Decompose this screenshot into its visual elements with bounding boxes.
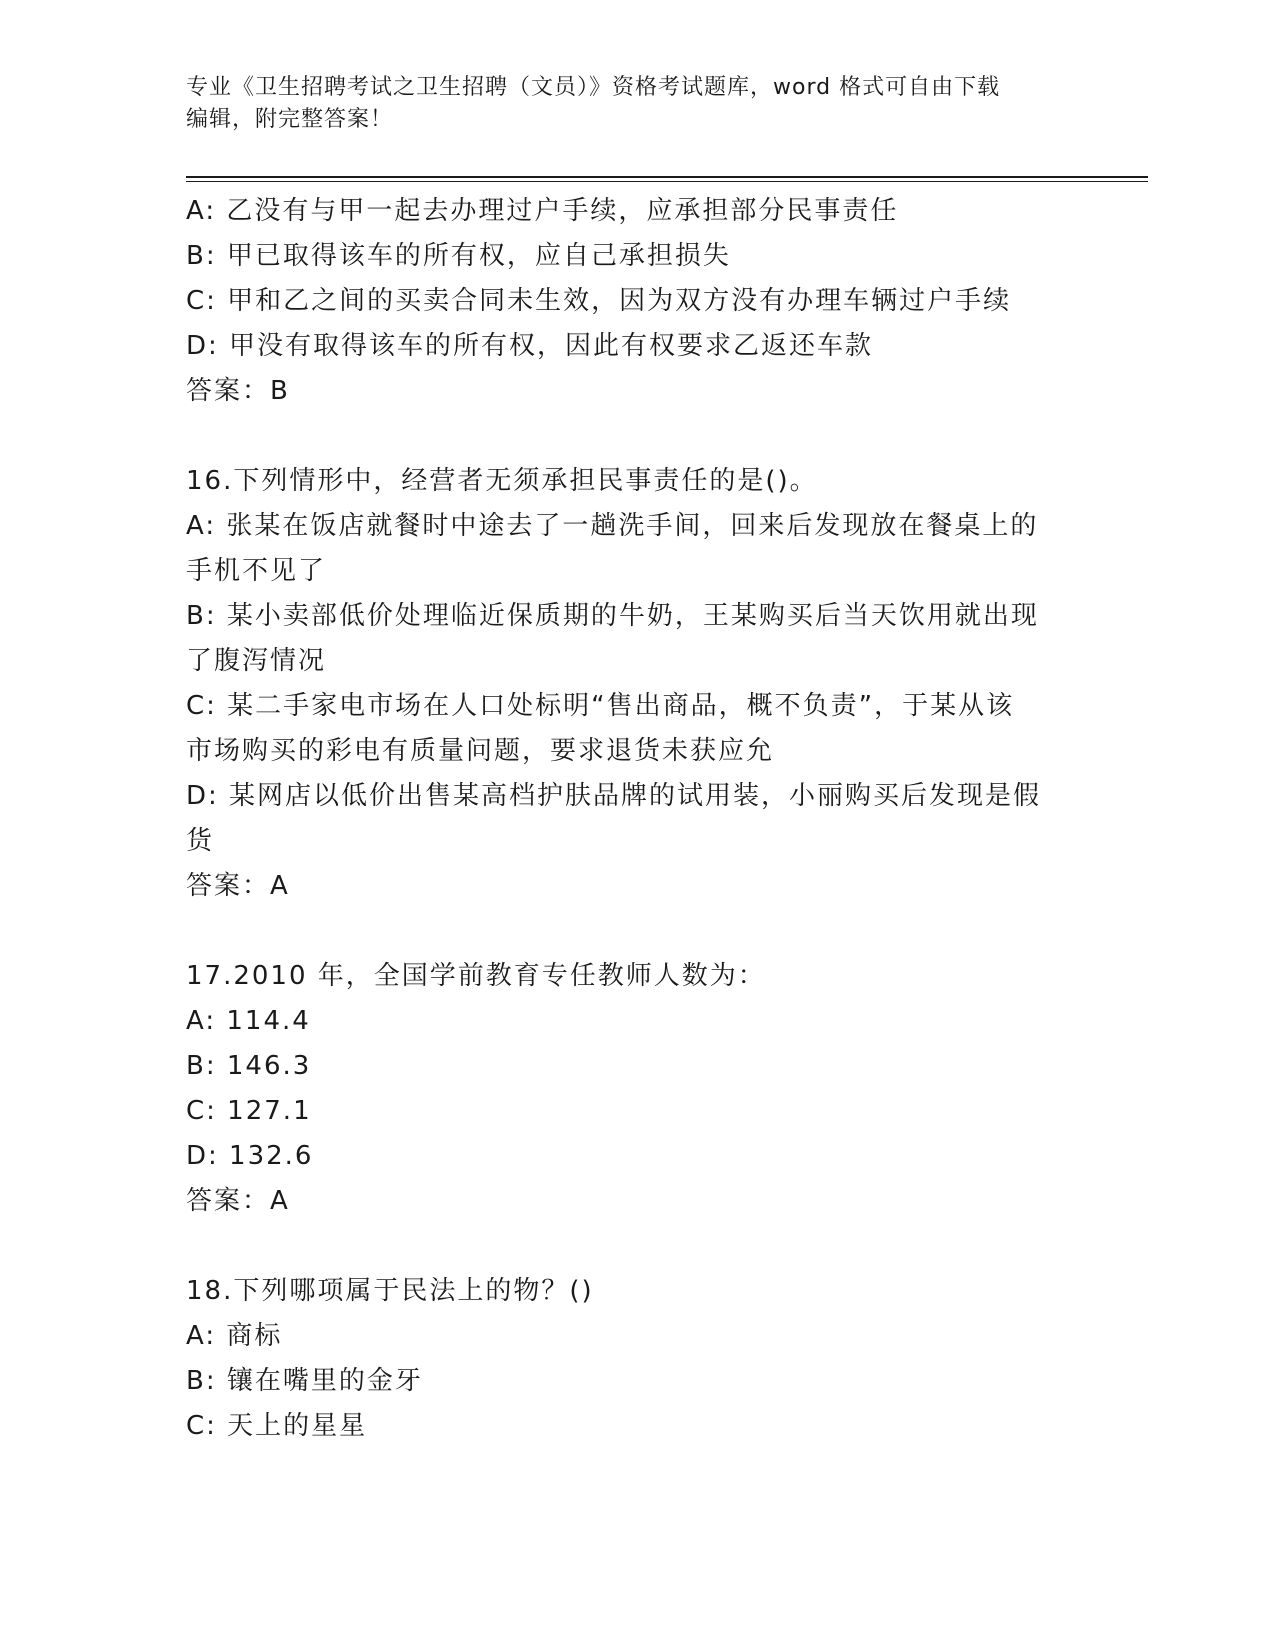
option-b-line-1: B: 某小卖部低价处理临近保质期的牛奶，王某购买后当天饮用就出现 (186, 601, 1039, 631)
question-17 (186, 954, 1076, 1224)
spacer (186, 414, 1076, 459)
option-d-line-1: D: 某网店以低价出售某高档护肤品牌的试用装，小丽购买后发现是假 (186, 781, 1042, 811)
answer: 答案：A (186, 871, 290, 901)
question-stem: 17.2010 年，全国学前教育专任教师人数为： (186, 961, 766, 991)
question-18 (186, 1269, 1076, 1449)
answer: 答案：A (186, 1186, 290, 1216)
option-b: B: 镶在嘴里的金牙 (186, 1366, 423, 1396)
question-stem: 18.下列哪项属于民法上的物？() (186, 1276, 594, 1306)
option-a-line-2: 手机不见了 (186, 556, 327, 586)
option-c: C: 127.1 (186, 1096, 312, 1126)
option-a: A: 114.4 (186, 1006, 311, 1036)
header-line-1: 专业《卫生招聘考试之卫生招聘（文员）》资格考试题库，word 格式可自由下载 (186, 75, 1001, 100)
option-b-line-2: 了腹泻情况 (186, 646, 327, 676)
spacer (186, 1224, 1076, 1269)
option-c: C: 甲和乙之间的买卖合同未生效，因为双方没有办理车辆过户手续 (186, 286, 1012, 316)
option-b: B: 甲已取得该车的所有权，应自己承担损失 (186, 241, 731, 271)
header-divider-thick (186, 176, 1148, 178)
question-stem: 16.下列情形中，经营者无须承担民事责任的是()。 (186, 466, 818, 496)
spacer (186, 909, 1076, 954)
option-c-line-2: 市场购买的彩电有质量问题，要求退货未获应允 (186, 736, 775, 766)
header-line-2: 编辑，附完整答案！ (186, 107, 394, 132)
option-b: B: 146.3 (186, 1051, 312, 1081)
option-d: D: 甲没有取得该车的所有权，因此有权要求乙返还车款 (186, 331, 874, 361)
question-list (186, 189, 1076, 1449)
question-15-tail (186, 189, 1076, 414)
option-d-line-2: 货 (186, 826, 215, 856)
answer: 答案：B (186, 376, 290, 406)
option-c-line-1: C: 某二手家电市场在人口处标明“售出商品，概不负责”，于某从该 (186, 691, 1015, 721)
option-a: A: 乙没有与甲一起去办理过户手续，应承担部分民事责任 (186, 196, 899, 226)
header-divider-thin (186, 181, 1148, 182)
question-16 (186, 459, 1076, 909)
option-c: C: 天上的星星 (186, 1411, 368, 1441)
option-d: D: 132.6 (186, 1141, 314, 1171)
document-header (186, 72, 1086, 136)
option-a-line-1: A: 张某在饭店就餐时中途去了一趟洗手间，回来后发现放在餐桌上的 (186, 511, 1039, 541)
option-a: A: 商标 (186, 1321, 283, 1351)
